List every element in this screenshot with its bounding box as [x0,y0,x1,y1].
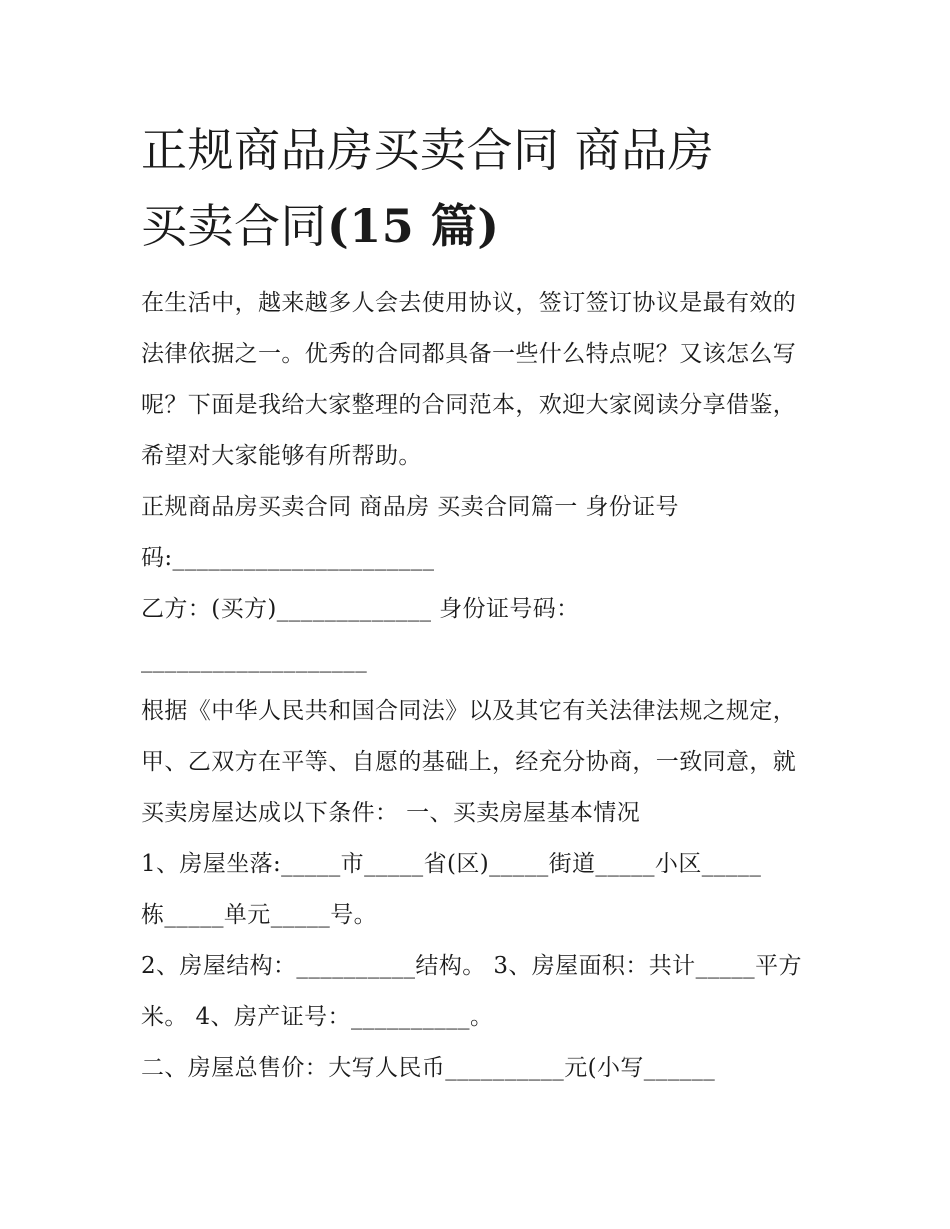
total-price-line: 二、房屋总售价：大写人民币__________元(小写______ [141,1055,716,1081]
party-a-id-line: 码:______________________ [141,545,435,571]
party-b-id-blank: ___________________ [141,647,368,673]
document-page [141,112,813,1094]
document-body [141,278,813,1094]
title-line-2-count: (15 篇) [327,199,500,253]
agreement-preamble: 根据《中华人民共和国合同法》以及其它有关法律法规之规定，甲、乙双方在平等、自愿的基础上，经充分协商，一致同意，就买卖房屋达成以下条件： 一、买卖房屋基本情况 [141,698,797,826]
party-b-line: 乙方：(买方)_____________ 身份证号码： [141,596,580,622]
section-heading-1: 正规商品房买卖合同 商品房 买卖合同篇一 身份证号 [141,494,679,520]
document-title [141,112,813,264]
house-location-line: 1、房屋坐落:_____市_____省(区)_____街道_____小区_____ [141,851,762,877]
title-line-1: 正规商品房买卖合同 商品房 [141,123,715,177]
intro-paragraph: 在生活中，越来越多人会去使用协议，签订签订协议是最有效的法律依据之一。优秀的合同都具备一些什么特点呢？又该怎么写呢？下面是我给大家整理的合同范本，欢迎大家阅读分享借鉴，希望对大家能够有所帮助。 [141,290,797,469]
house-unit-line: 栋_____单元_____号。 [141,902,377,928]
house-structure-paragraph: 2、房屋结构：__________结构。 3、房屋面积：共计_____平方米。 4、房产证号：__________。 [141,953,802,1030]
title-line-2: 买卖合同 [141,199,327,253]
